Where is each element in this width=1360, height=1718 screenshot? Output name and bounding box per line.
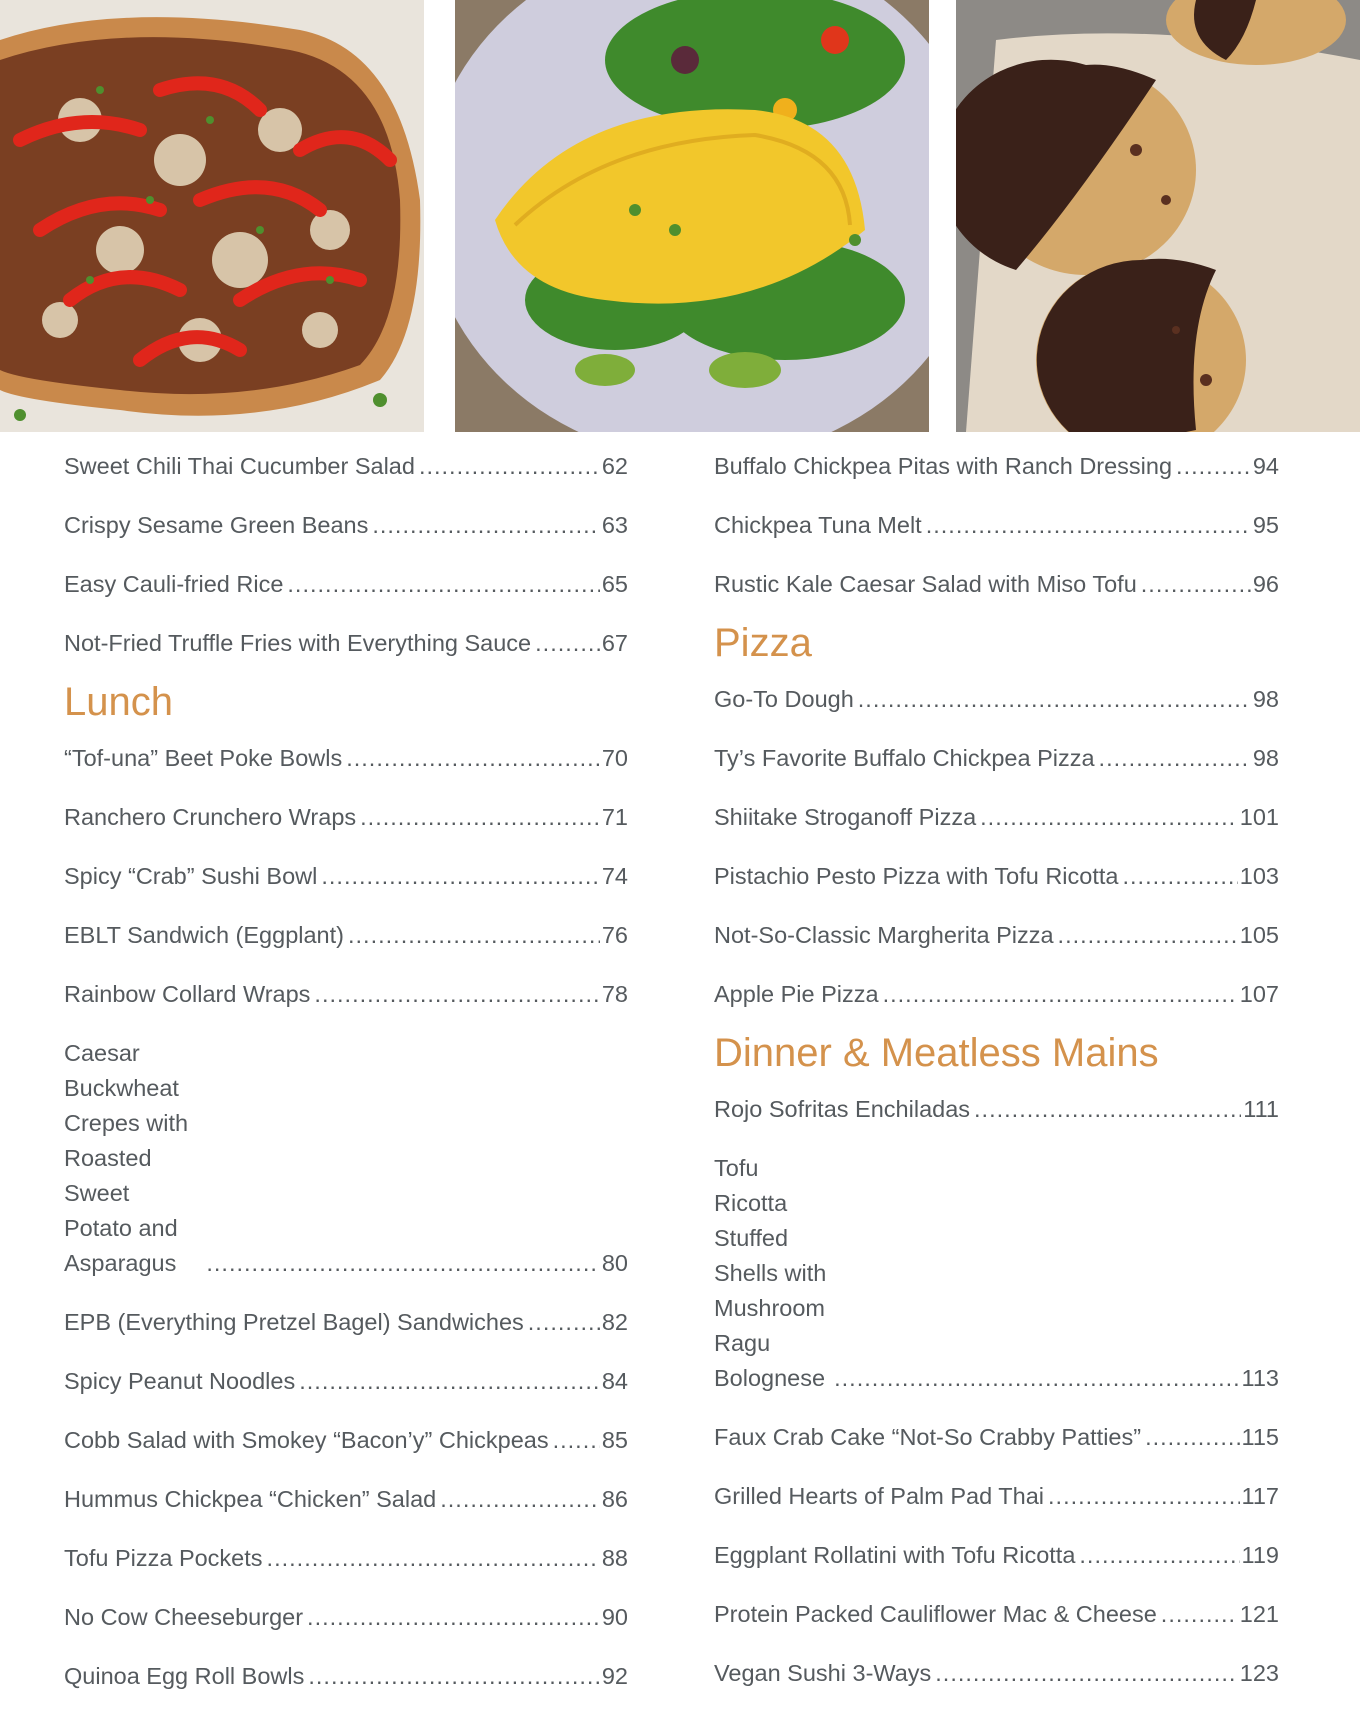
toc-entry[interactable] xyxy=(64,508,628,543)
toc-entry[interactable] xyxy=(714,859,1279,894)
toc-entry-title-line: Apple Pie Pizza xyxy=(714,981,879,1007)
toc-entry-page-number: 76 xyxy=(601,922,628,948)
toc-section-right-top xyxy=(714,449,1279,602)
section-heading-dinner: Dinner & Meatless Mains xyxy=(714,1031,1159,1075)
dot-leader xyxy=(1099,741,1251,776)
pizza-photo xyxy=(0,0,424,432)
toc-entry-title-line: Not-So-Classic Margherita Pizza xyxy=(714,922,1054,948)
dot-leader xyxy=(419,449,600,484)
toc-entry[interactable] xyxy=(714,508,1279,543)
toc-right-column xyxy=(714,449,1279,1715)
toc-entry-title-line: Roasted Sweet Potato and Asparagus xyxy=(64,1145,178,1276)
dot-leader xyxy=(528,1305,600,1340)
toc-entry-page-number: 117 xyxy=(1241,1483,1279,1509)
toc-entry[interactable] xyxy=(714,977,1279,1012)
toc-section-dinner xyxy=(714,1092,1279,1691)
toc-entry-title xyxy=(64,1541,263,1576)
toc-entry-title xyxy=(714,918,1054,953)
toc-entry-title xyxy=(64,1423,549,1458)
toc-entry-title-line: Spicy “Crab” Sushi Bowl xyxy=(64,863,318,889)
toc-entry[interactable] xyxy=(714,567,1279,602)
toc-entry[interactable] xyxy=(714,800,1279,835)
toc-entry-title xyxy=(64,1364,295,1399)
toc-entry-page-number: 107 xyxy=(1239,981,1279,1007)
toc-entry-page-number: 85 xyxy=(601,1427,628,1453)
toc-entry[interactable] xyxy=(714,1656,1279,1691)
toc-entry-page-number: 96 xyxy=(1252,571,1279,597)
toc-entry-page-number: 67 xyxy=(601,630,628,656)
toc-entry[interactable] xyxy=(714,741,1279,776)
cookie-sandwich-photo xyxy=(956,0,1360,432)
toc-entry[interactable] xyxy=(64,741,628,776)
toc-entry-page-number: 121 xyxy=(1239,1601,1279,1627)
toc-entry-title-line: Tofu Pizza Pockets xyxy=(64,1545,263,1571)
toc-entry-title-line: Vegan Sushi 3-Ways xyxy=(714,1660,932,1686)
dot-leader xyxy=(348,918,600,953)
toc-entry[interactable] xyxy=(64,1659,628,1694)
toc-entry-title-line: EBLT Sandwich (Eggplant) xyxy=(64,922,344,948)
toc-entry-page-number: 82 xyxy=(601,1309,628,1335)
toc-entry-title-line: EPB (Everything Pretzel Bagel) Sandwiches xyxy=(64,1309,524,1335)
dot-leader xyxy=(1145,1420,1239,1455)
dot-leader xyxy=(1176,449,1251,484)
toc-entry[interactable] xyxy=(64,1423,628,1458)
toc-entry-title-line: Eggplant Rollatini with Tofu Ricotta xyxy=(714,1542,1076,1568)
toc-entry[interactable] xyxy=(714,1479,1279,1514)
toc-entry-title xyxy=(64,918,344,953)
toc-section-left-top xyxy=(64,449,628,661)
toc-entry-title xyxy=(714,449,1172,484)
toc-entry-title xyxy=(714,1597,1157,1632)
toc-entry-title-line: Sweet Chili Thai Cucumber Salad xyxy=(64,453,415,479)
toc-entry-title xyxy=(714,1538,1075,1573)
toc-entry-page-number: 111 xyxy=(1243,1096,1279,1122)
toc-entry-page-number: 119 xyxy=(1241,1542,1279,1568)
dot-leader xyxy=(1141,567,1251,602)
toc-entry-page-number: 113 xyxy=(1241,1365,1279,1391)
toc-entry-title xyxy=(714,508,922,543)
toc-entry[interactable] xyxy=(714,1597,1279,1632)
toc-section-pizza xyxy=(714,682,1279,1012)
dot-leader xyxy=(206,1246,599,1281)
dot-leader xyxy=(372,508,600,543)
toc-entry-title xyxy=(714,1656,931,1691)
toc-entry-title-line: Cobb Salad with Smokey “Bacon’y” Chickpeas xyxy=(64,1427,549,1453)
dot-leader xyxy=(974,1092,1241,1127)
dot-leader xyxy=(321,859,600,894)
toc-entry[interactable] xyxy=(64,1364,628,1399)
toc-entry-title-line: Rustic Kale Caesar Salad with Miso Tofu xyxy=(714,571,1137,597)
toc-entry[interactable] xyxy=(64,449,628,484)
toc-entry-page-number: 92 xyxy=(601,1663,628,1689)
dot-leader xyxy=(883,977,1238,1012)
toc-entry-title-line: Caesar Buckwheat Crepes with xyxy=(64,1040,189,1136)
toc-entry-title-line: Grilled Hearts of Palm Pad Thai xyxy=(714,1483,1045,1509)
toc-entry-page-number: 98 xyxy=(1252,745,1279,771)
dot-leader xyxy=(1048,1479,1240,1514)
toc-entry-page-number: 94 xyxy=(1252,453,1279,479)
toc-section-lunch xyxy=(64,741,628,1694)
toc-entry[interactable] xyxy=(714,1538,1279,1573)
dot-leader xyxy=(935,1656,1238,1691)
toc-entry-title xyxy=(64,567,283,602)
toc-entry-title-line: Spicy Peanut Noodles xyxy=(64,1368,296,1394)
toc-entry-title xyxy=(714,682,854,717)
toc-entry[interactable] xyxy=(64,1036,628,1281)
toc-entry-title xyxy=(714,977,879,1012)
toc-entry-title xyxy=(714,859,1118,894)
toc-entry-title-line: Hummus Chickpea “Chicken” Salad xyxy=(64,1486,437,1512)
toc-entry-page-number: 86 xyxy=(601,1486,628,1512)
toc-entry-title xyxy=(64,1036,202,1281)
section-heading-pizza: Pizza xyxy=(714,621,812,665)
dot-leader xyxy=(287,567,599,602)
dot-leader xyxy=(553,1423,600,1458)
toc-entry-page-number: 103 xyxy=(1239,863,1279,889)
toc-entry-title-line: Not-Fried Truffle Fries with Everything Sauce xyxy=(64,630,532,656)
toc-entry[interactable] xyxy=(64,1482,628,1517)
toc-entry-title xyxy=(714,800,976,835)
toc-entry-page-number: 84 xyxy=(601,1368,628,1394)
toc-entry-title-line: “Tof-una” Beet Poke Bowls xyxy=(64,745,343,771)
toc-entry-title-line: Buffalo Chickpea Pitas with Ranch Dressing xyxy=(714,453,1173,479)
toc-entry[interactable] xyxy=(714,449,1279,484)
dot-leader xyxy=(1079,1538,1239,1573)
toc-entry-title-line: Shiitake Stroganoff Pizza xyxy=(714,804,977,830)
toc-entry-title-line: Go-To Dough xyxy=(714,686,854,712)
toc-entry-page-number: 65 xyxy=(601,571,628,597)
dot-leader xyxy=(834,1361,1239,1396)
toc-entry-title xyxy=(714,1092,970,1127)
toc-entry[interactable] xyxy=(64,626,628,661)
toc-entry-title-line: Rojo Sofritas Enchiladas xyxy=(714,1096,971,1122)
toc-entry[interactable] xyxy=(64,1305,628,1340)
toc-entry-title xyxy=(64,1482,436,1517)
toc-entry-page-number: 90 xyxy=(601,1604,628,1630)
toc-entry-title xyxy=(714,1420,1141,1455)
toc-entry[interactable] xyxy=(714,918,1279,953)
toc-entry-page-number: 62 xyxy=(601,453,628,479)
toc-entry-page-number: 98 xyxy=(1252,686,1279,712)
toc-entry-title-line: Protein Packed Cauliflower Mac & Cheese xyxy=(714,1601,1157,1627)
toc-entry-title xyxy=(64,508,368,543)
omelette-photo xyxy=(455,0,929,432)
toc-entry[interactable] xyxy=(64,567,628,602)
toc-entry-title xyxy=(714,567,1137,602)
toc-entry-title xyxy=(64,741,342,776)
toc-entry-page-number: 80 xyxy=(601,1250,628,1276)
toc-entry-title-line: Easy Cauli-fried Rice xyxy=(64,571,284,597)
dot-leader xyxy=(1161,1597,1238,1632)
dot-leader xyxy=(1058,918,1238,953)
toc-entry-title-line: Crispy Sesame Green Beans xyxy=(64,512,369,538)
toc-entry-title-line: Faux Crab Cake “Not-So Crabby Patties” xyxy=(714,1424,1142,1450)
dot-leader xyxy=(346,741,600,776)
toc-entry-title-line: Quinoa Egg Roll Bowls xyxy=(64,1663,305,1689)
toc-entry-title xyxy=(64,1659,304,1694)
dot-leader xyxy=(980,800,1238,835)
dot-leader xyxy=(440,1482,600,1517)
toc-entry[interactable] xyxy=(64,918,628,953)
toc-entry-title xyxy=(64,1305,524,1340)
toc-entry-page-number: 95 xyxy=(1252,512,1279,538)
toc-entry-title-line: No Cow Cheeseburger xyxy=(64,1604,304,1630)
toc-entry-page-number: 123 xyxy=(1239,1660,1279,1686)
toc-entry-title-line: Chickpea Tuna Melt xyxy=(714,512,922,538)
dot-leader xyxy=(360,800,600,835)
toc-entry[interactable] xyxy=(714,682,1279,717)
dot-leader xyxy=(535,626,600,661)
dot-leader xyxy=(267,1541,600,1576)
toc-entry-page-number: 101 xyxy=(1239,804,1279,830)
toc-entry-title xyxy=(714,741,1095,776)
toc-entry-page-number: 63 xyxy=(601,512,628,538)
toc-entry[interactable] xyxy=(64,800,628,835)
toc-entry-title xyxy=(714,1151,830,1396)
toc-entry-page-number: 71 xyxy=(601,804,628,830)
dot-leader xyxy=(299,1364,600,1399)
toc-entry-title-line: Rainbow Collard Wraps xyxy=(64,981,311,1007)
toc-entry-page-number: 78 xyxy=(601,981,628,1007)
toc-entry-page-number: 88 xyxy=(601,1545,628,1571)
toc-entry-title xyxy=(64,859,317,894)
section-heading-lunch: Lunch xyxy=(64,680,173,724)
toc-entry-title-line: Pistachio Pesto Pizza with Tofu Ricotta xyxy=(714,863,1119,889)
toc-entry[interactable] xyxy=(64,1541,628,1576)
toc-entry-title-line: Ty’s Favorite Buffalo Chickpea Pizza xyxy=(714,745,1095,771)
toc-entry-page-number: 115 xyxy=(1241,1424,1279,1450)
dot-leader xyxy=(858,682,1251,717)
toc-entry-title xyxy=(64,800,356,835)
dot-leader xyxy=(314,977,599,1012)
toc-entry[interactable] xyxy=(714,1420,1279,1455)
toc-entry[interactable] xyxy=(64,977,628,1012)
dot-leader xyxy=(308,1659,600,1694)
toc-entry-page-number: 70 xyxy=(601,745,628,771)
toc-entry-page-number: 105 xyxy=(1239,922,1279,948)
toc-entry-title xyxy=(64,977,310,1012)
toc-entry-title xyxy=(64,449,415,484)
toc-entry-title xyxy=(64,626,531,661)
toc-entry-page-number: 74 xyxy=(601,863,628,889)
toc-entry-title xyxy=(714,1479,1044,1514)
toc-entry-title-line: Ranchero Crunchero Wraps xyxy=(64,804,357,830)
toc-entry[interactable] xyxy=(714,1151,1279,1396)
toc-entry[interactable] xyxy=(714,1092,1279,1127)
toc-entry-title-line: Tofu Ricotta Stuffed Shells with xyxy=(714,1155,827,1286)
toc-entry[interactable] xyxy=(64,859,628,894)
dot-leader xyxy=(1122,859,1237,894)
toc-entry-title-line: Mushroom Ragu Bolognese xyxy=(714,1295,826,1391)
dot-leader xyxy=(926,508,1251,543)
toc-left-column xyxy=(64,449,628,1718)
